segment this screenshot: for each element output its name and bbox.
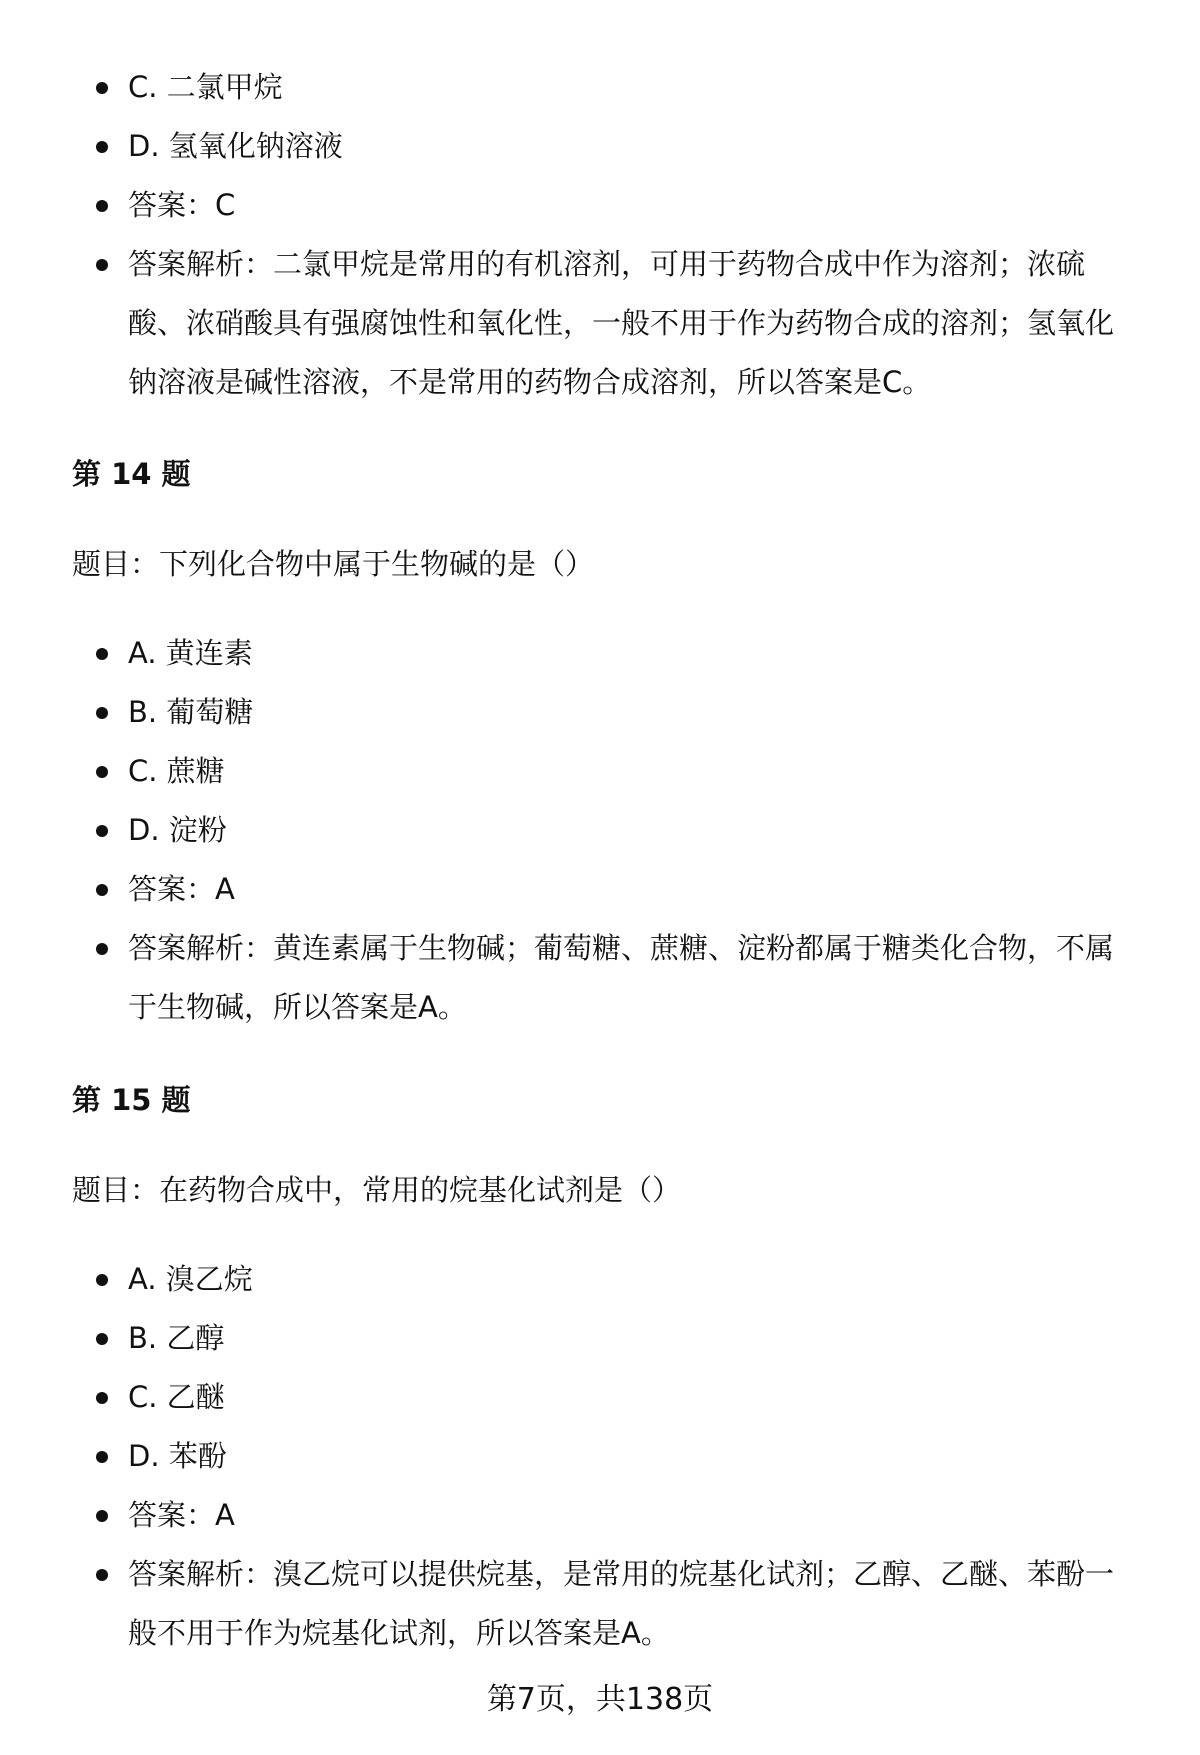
option-text: C. 蔗糖 bbox=[128, 754, 225, 788]
bullet bbox=[96, 825, 108, 837]
list-item bbox=[0, 1486, 1200, 1545]
option-text: D. 苯酚 bbox=[128, 1439, 227, 1473]
question-stem: 题目：下列化合物中属于生物碱的是（） bbox=[72, 547, 595, 581]
list-item bbox=[0, 624, 1200, 683]
bullet bbox=[96, 82, 108, 94]
bullet bbox=[96, 1510, 108, 1522]
bullet bbox=[96, 259, 108, 271]
list-item bbox=[0, 58, 1200, 117]
bullet bbox=[96, 1333, 108, 1345]
bullet bbox=[96, 1451, 108, 1463]
q14-options-list bbox=[0, 624, 1200, 1037]
list-item bbox=[0, 117, 1200, 176]
question-heading: 第 14 题 bbox=[72, 457, 191, 491]
bullet bbox=[96, 884, 108, 896]
list-item bbox=[0, 919, 1200, 1037]
option-text: A. 溴乙烷 bbox=[128, 1262, 253, 1296]
option-text: D. 氢氧化钠溶液 bbox=[128, 129, 343, 163]
option-text: B. 葡萄糖 bbox=[128, 695, 254, 729]
question-heading: 第 15 题 bbox=[72, 1083, 191, 1117]
bullet bbox=[96, 943, 108, 955]
list-item bbox=[0, 1427, 1200, 1486]
list-item bbox=[0, 742, 1200, 801]
bullet bbox=[96, 766, 108, 778]
list-item bbox=[0, 1309, 1200, 1368]
bullet bbox=[96, 200, 108, 212]
option-text: D. 淀粉 bbox=[128, 813, 227, 847]
bullet bbox=[96, 707, 108, 719]
list-item bbox=[0, 1368, 1200, 1427]
list-item bbox=[0, 860, 1200, 919]
option-text: B. 乙醇 bbox=[128, 1321, 225, 1355]
explanation-text: 答案解析：二氯甲烷是常用的有机溶剂，可用于药物合成中作为溶剂；浓硫酸、浓硝酸具有强腐蚀性和氧化性，一般不用于作为药物合成的溶剂；氢氧化钠溶液是碱性溶液，不是常用的药物合成溶剂，所以答案是C。 bbox=[128, 247, 1115, 399]
answer-text: 答案：A bbox=[128, 1498, 235, 1532]
list-item bbox=[0, 176, 1200, 235]
bullet bbox=[96, 1569, 108, 1581]
option-text: C. 二氯甲烷 bbox=[128, 70, 283, 104]
bullet bbox=[96, 1274, 108, 1286]
prev-question-list bbox=[0, 58, 1200, 412]
list-item bbox=[0, 801, 1200, 860]
answer-text: 答案：A bbox=[128, 872, 235, 906]
answer-text: 答案：C bbox=[128, 188, 236, 222]
question-stem: 题目：在药物合成中，常用的烷基化试剂是（） bbox=[72, 1173, 682, 1207]
bullet bbox=[96, 1392, 108, 1404]
list-item bbox=[0, 683, 1200, 742]
q15-options-list bbox=[0, 1250, 1200, 1663]
explanation-text: 答案解析：溴乙烷可以提供烷基，是常用的烷基化试剂；乙醇、乙醚、苯酚一般不用于作为烷基化试剂，所以答案是A。 bbox=[128, 1557, 1115, 1650]
bullet bbox=[96, 648, 108, 660]
option-text: A. 黄连素 bbox=[128, 636, 253, 670]
list-item bbox=[0, 1545, 1200, 1663]
list-item bbox=[0, 235, 1200, 412]
list-item bbox=[0, 1250, 1200, 1309]
option-text: C. 乙醚 bbox=[128, 1380, 225, 1414]
page-number: 第7页，共138页 bbox=[486, 1682, 714, 1717]
explanation-text: 答案解析：黄连素属于生物碱；葡萄糖、蔗糖、淀粉都属于糖类化合物，不属于生物碱，所以答案是A。 bbox=[128, 931, 1115, 1024]
bullet bbox=[96, 141, 108, 153]
